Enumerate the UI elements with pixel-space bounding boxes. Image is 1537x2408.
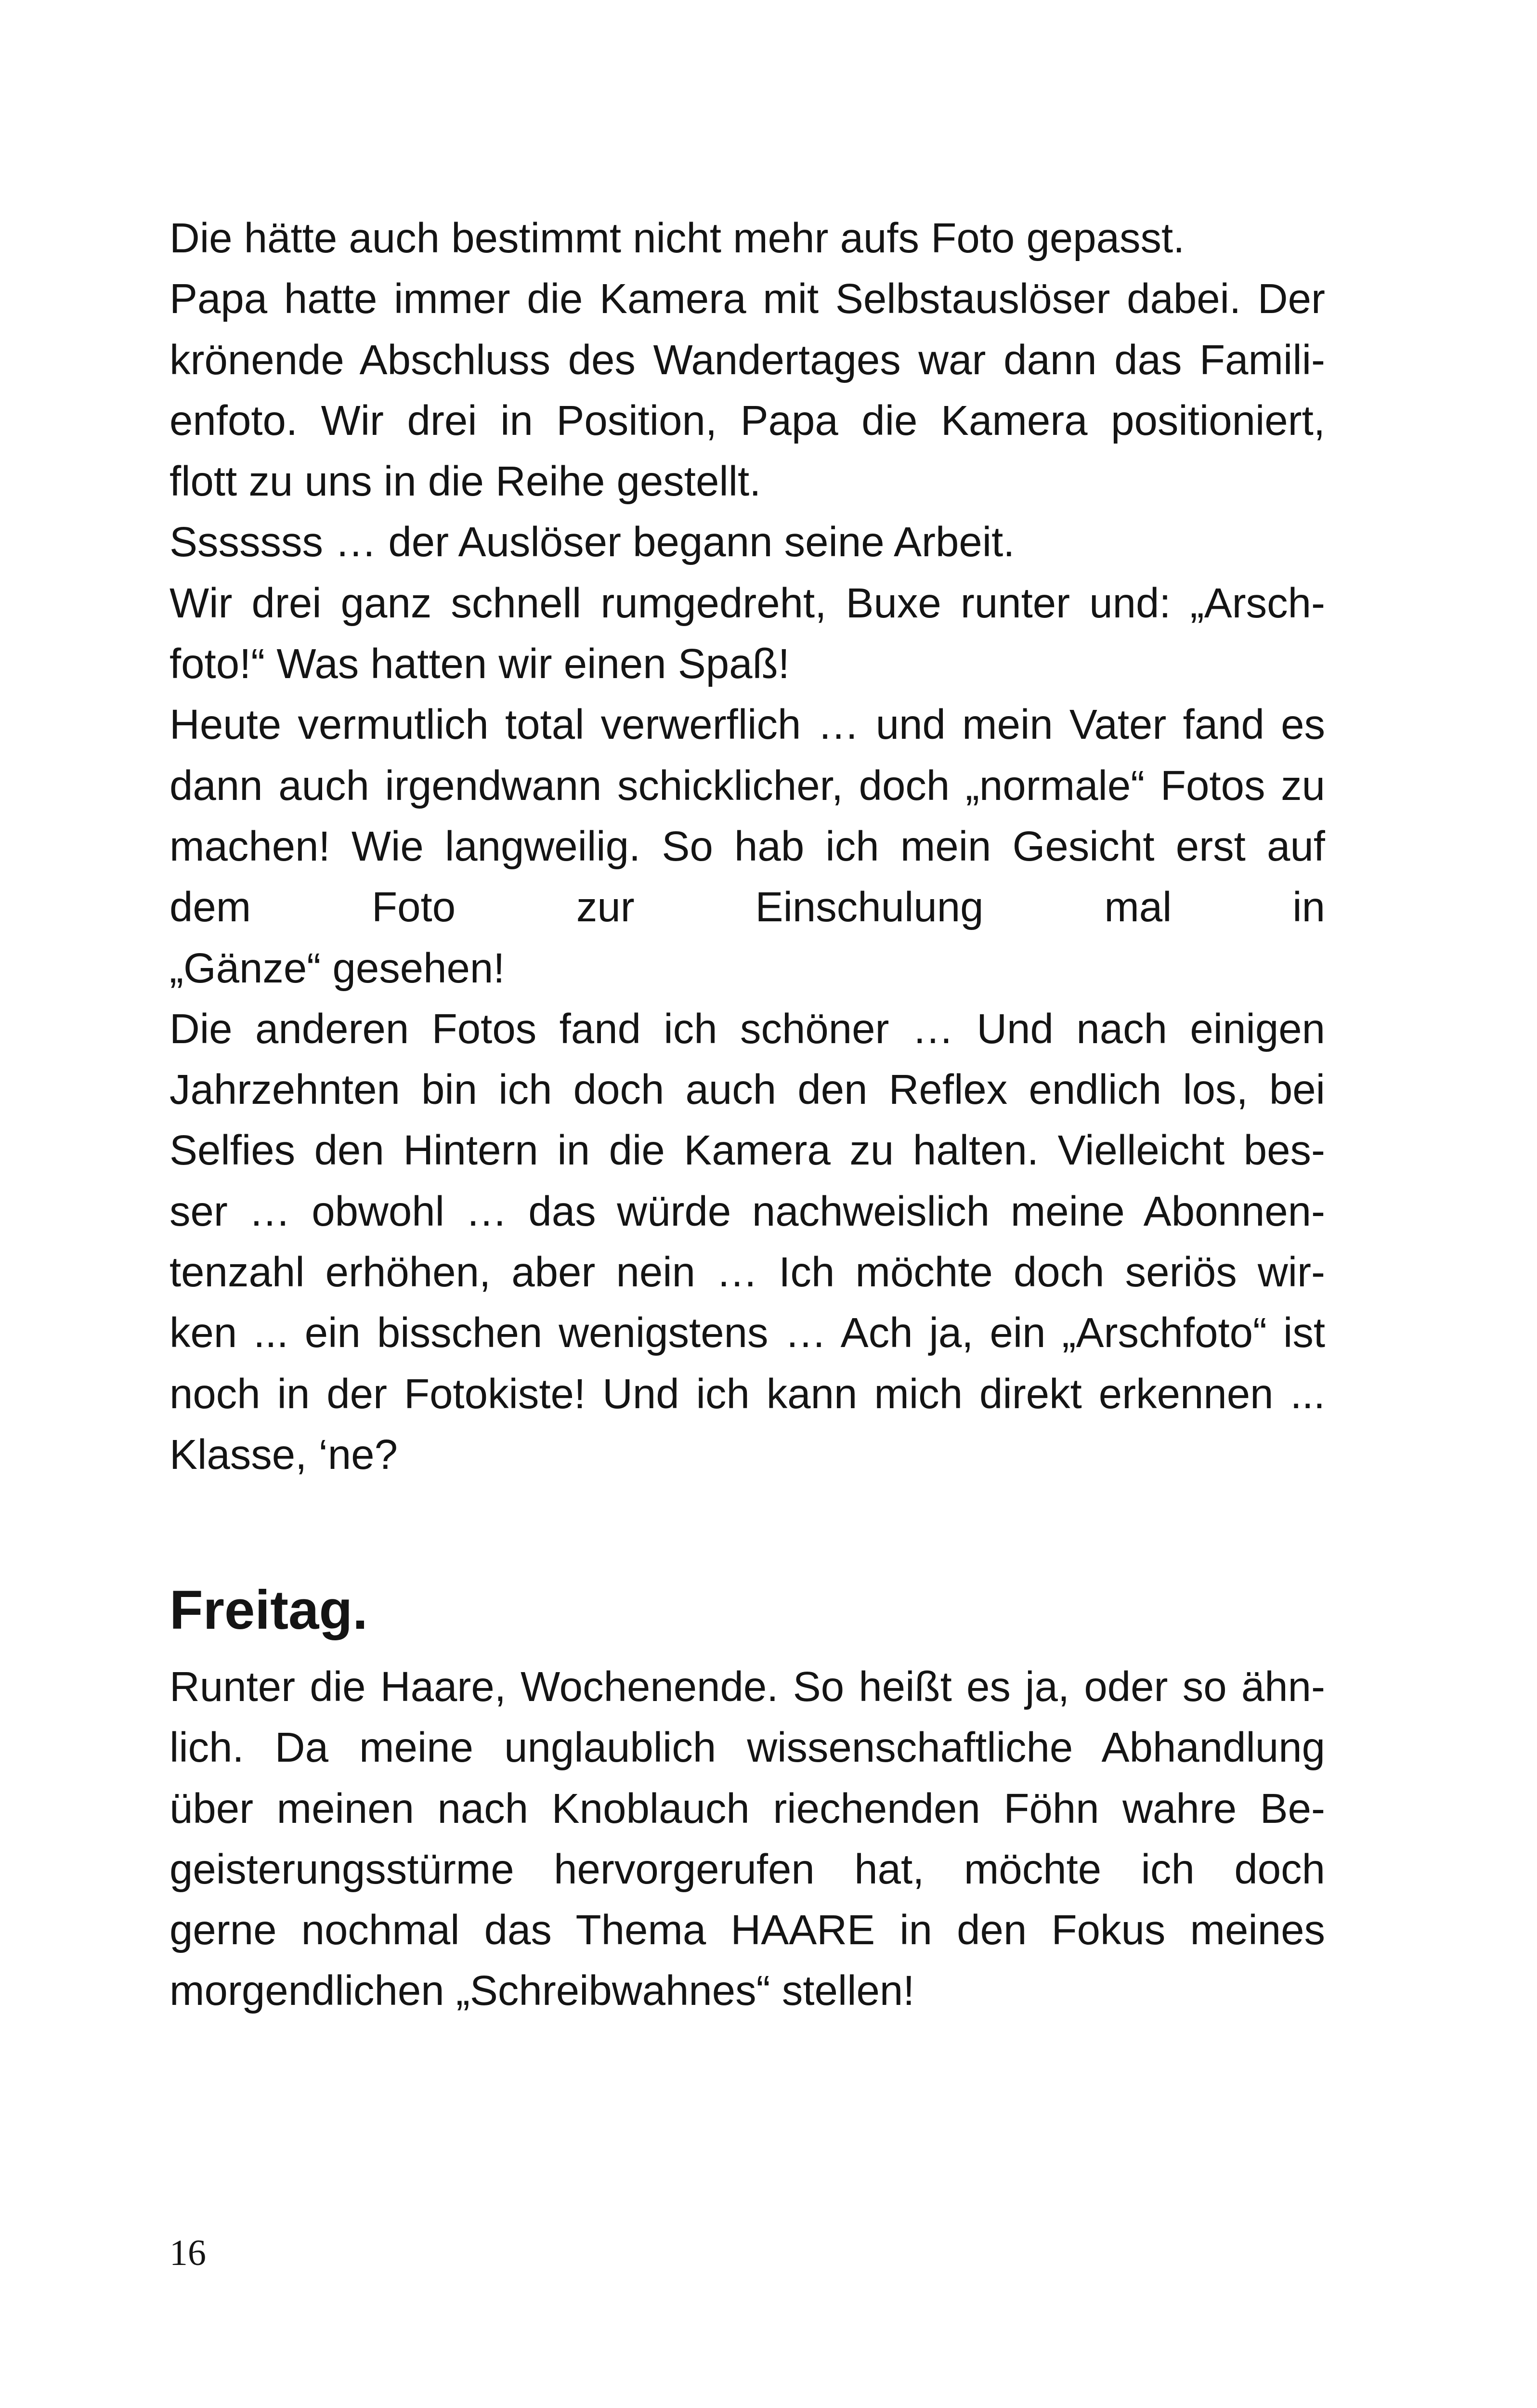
text-line: Sssssss … der Auslöser begann seine Arbeit. <box>169 519 1015 566</box>
text-line: Wir drei ganz schnell rumgedreht, Buxe runter und: „Arsch- <box>169 579 1325 627</box>
text-line: machen! Wie langweilig. So hab ich mein Gesicht erst auf <box>169 823 1325 870</box>
text-line: dem Foto zur Einschulung mal in <box>169 884 1325 931</box>
text-line: ken ... ein bisschen wenigstens … Ach ja, ein „Arschfoto“ ist <box>169 1309 1325 1357</box>
text-line: Die anderen Fotos fand ich schöner … Und nach einigen <box>169 1005 1325 1052</box>
text-line: tenzahl erhöhen, aber nein … Ich möchte doch seriös wir- <box>169 1249 1325 1296</box>
text-line: krönende Abschluss des Wandertages war dann das Famili- <box>169 336 1325 383</box>
paragraph-2 <box>169 1657 1325 2022</box>
text-line: Heute vermutlich total verwerflich … und mein Vater fand es <box>169 701 1325 748</box>
text-line: enfoto. Wir drei in Position, Papa die Kamera positioniert, <box>169 397 1325 444</box>
text-line: ser … obwohl … das würde nachweislich meine Abonnen- <box>169 1188 1325 1235</box>
text-line: Klasse, ‘ne? <box>169 1431 398 1478</box>
text-line: flott zu uns in die Reihe gestellt. <box>169 458 761 505</box>
paragraph-1 <box>169 208 1325 1485</box>
text-line: „Gänze“ gesehen! <box>169 944 505 992</box>
text-line: Die hätte auch bestimmt nicht mehr aufs Foto gepasst. <box>169 215 1185 262</box>
text-line: über meinen nach Knoblauch riechenden Föhn wahre Be- <box>169 1785 1325 1832</box>
text-line: Jahrzehnten bin ich doch auch den Reflex endlich los, bei <box>169 1066 1325 1113</box>
text-line: foto!“ Was hatten wir einen Spaß! <box>169 641 790 688</box>
text-line: dann auch irgendwann schicklicher, doch „normale“ Fotos zu <box>169 762 1325 809</box>
text-line: lich. Da meine unglaublich wissenschaftliche Abhandlung <box>169 1724 1325 1771</box>
page-number: 16 <box>169 2233 206 2273</box>
text-line: morgendlichen „Schreibwahnes“ stellen! <box>169 1967 915 2015</box>
text-line: geisterungsstürme hervorgerufen hat, möchte ich doch <box>169 1845 1325 1893</box>
text-line: Runter die Haare, Wochenende. So heißt es ja, oder so ähn- <box>169 1663 1325 1710</box>
text-line: Selfies den Hintern in die Kamera zu halten. Vielleicht bes- <box>169 1127 1325 1174</box>
text-line: gerne nochmal das Thema HAARE in den Fokus meines <box>169 1907 1325 1954</box>
text-line: noch in der Fotokiste! Und ich kann mich direkt erkennen ... <box>169 1370 1325 1417</box>
text-line: Papa hatte immer die Kamera mit Selbstauslöser dabei. Der <box>169 275 1325 323</box>
section-heading: Freitag. <box>169 1580 368 1641</box>
